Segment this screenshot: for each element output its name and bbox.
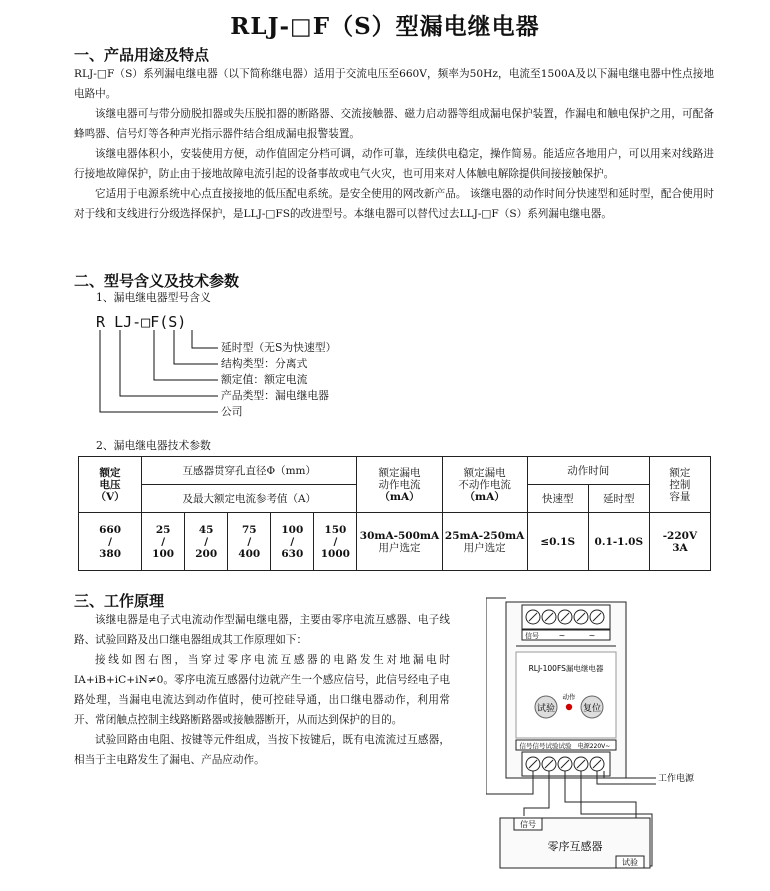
- th-fast: 快速型: [527, 485, 588, 513]
- model-label-structure: 结构类型：分离式: [221, 357, 308, 370]
- section1-p2: 该继电器可与带分励脱扣器或失压脱扣器的断路器、交流接触器、磁力启动器等组成漏电保护装置，作漏电和触电保护之用，可配备蜂鸣器、信号灯等各种声光指示器件结合组成漏电报警装置。: [74, 108, 714, 140]
- ct-signal-label: 信号: [520, 820, 536, 829]
- top-label-contact2: ~: [588, 631, 596, 640]
- wiring-diagram: [486, 594, 716, 884]
- code-box: □: [141, 313, 151, 331]
- model-code-leader-lines: [90, 328, 220, 423]
- action-indicator-led: [566, 704, 572, 710]
- bottom-label-test1: 试验: [545, 742, 559, 750]
- cell-nonaction-current: 25mA-250mA 用户选定: [442, 513, 527, 571]
- model-label-product: 产品类型：漏电继电器: [221, 389, 329, 402]
- cell-fast: ≤0.1S: [527, 513, 588, 571]
- cell-ct-45: 45 / 200: [185, 513, 228, 571]
- model-label-company: 公司: [221, 405, 243, 418]
- section3-p2: 接线如图右图，当穿过零序电流互感器的电路发生对地漏电时IA+iB+iC+iN≠0。零序电流互感器付边就产生一个感应信号，此信号经电子电路处理，当漏电电流达到动作值时，使可控硅导通，出口继电器动作，利用常开、常闭触点控制主线路断路器或接触器断开，从而达到保护的目的。: [74, 654, 450, 726]
- top-label-signal: 信号: [525, 632, 539, 640]
- work-power-label: 工作电源: [658, 774, 695, 784]
- cell-action-current: 30mA-500mA 用户选定: [357, 513, 442, 571]
- code-s: (S): [159, 313, 187, 331]
- bottom-label-signal1: 信号: [519, 742, 533, 750]
- section1-p3: 该继电器体积小，安装使用方便，动作值固定分档可调，动作可靠，连续供电稳定，操作简易。能适应各地用户，可以用来对线路进行接地故障保护，防止由于接地故障电流引起的设备事故或电气火灾，也可用来对人体触电解除提供间接接触保护。: [74, 148, 714, 180]
- th-nonaction-current: 额定漏电 不动作电流 （mA）: [442, 457, 527, 513]
- page-title: RLJ-□F（S）型漏电继电器: [230, 13, 540, 40]
- spec-table: [78, 456, 711, 571]
- reset-button-label: 复位: [582, 704, 602, 714]
- cell-delay: 0.1-1.0S: [588, 513, 649, 571]
- cell-ct-25: 25 / 100: [142, 513, 185, 571]
- top-label-contact1: ~: [558, 631, 566, 640]
- code-lj: LJ-: [114, 313, 142, 331]
- cell-ct-150: 150 / 1000: [314, 513, 357, 571]
- bottom-label-test2: 试验: [558, 742, 572, 750]
- th-capacity: 额定 控制 容量: [649, 457, 710, 513]
- th-action-time: 动作时间: [527, 457, 649, 485]
- section1-p4: 它适用于电源系统中心点直接接地的低压配电系统。是安全使用的网改新产品。 该继电器的动作时间分快速型和延时型，配合使用时对于线和支线进行分级选择保护，是LLJ-□FS的改进型号。本继电器可以替代过去LLJ-□F（S）系列漏电继电器。: [74, 188, 714, 220]
- section3-p3: 试验回路由电阻、按键等元件组成，当按下按键后，既有电流流过互感器，相当于主电路发生了漏电、产品应动作。: [74, 734, 450, 766]
- bottom-label-signal2: 信号: [532, 742, 546, 750]
- tech-params-subtitle: 2、漏电继电器技术参数: [96, 439, 211, 452]
- section1-heading: 一、产品用途及特点: [74, 46, 210, 64]
- model-label-delay: 延时型（无S为快速型）: [221, 341, 337, 354]
- cell-ct-75: 75 / 400: [228, 513, 271, 571]
- th-action-current: 额定漏电 动作电流 （mA）: [357, 457, 442, 513]
- section2-heading: 二、型号含义及技术参数: [74, 272, 240, 290]
- section1-body: [74, 64, 714, 224]
- section3-body: [74, 610, 450, 770]
- ct-name: 零序互感器: [547, 840, 603, 853]
- section1-p1: RLJ-□F（S）系列漏电继电器（以下简称继电器）适用于交流电压至660V，频率为50Hz，电流至1500A及以下漏电继电器中性点接地电路中。: [74, 68, 714, 100]
- cell-ct-100: 100 / 630: [271, 513, 314, 571]
- code-f: F: [150, 313, 160, 331]
- ct-test-label: 试验: [622, 858, 638, 867]
- code-r: R: [96, 313, 106, 331]
- th-ct: 互感器贯穿孔直径Φ（mm）: [142, 457, 357, 485]
- section3-heading: 三、工作原理: [74, 592, 165, 610]
- action-label: 动作: [562, 693, 576, 701]
- th-delay: 延时型: [588, 485, 649, 513]
- th-ct-current: 及最大额定电流参考值（A）: [142, 485, 357, 513]
- model-meaning-subtitle: 1、漏电继电器型号含义: [96, 291, 211, 304]
- section3-p1: 该继电器是电子式电流动作型漏电继电器，主要由零序电流互感器、电子线路、试验回路及出口继电器组成其工作原理如下：: [74, 614, 450, 646]
- model-label-rating: 额定值：额定电流: [221, 373, 308, 386]
- cell-capacity: -220V 3A: [649, 513, 710, 571]
- bottom-label-power: 电源220V~: [577, 743, 611, 750]
- cell-voltage: 660 / 380: [79, 513, 142, 571]
- test-button-label: 试验: [536, 704, 556, 714]
- device-name: RLJ-100FS漏电继电器: [528, 664, 604, 673]
- th-voltage: 额定 电压 （V）: [79, 457, 142, 513]
